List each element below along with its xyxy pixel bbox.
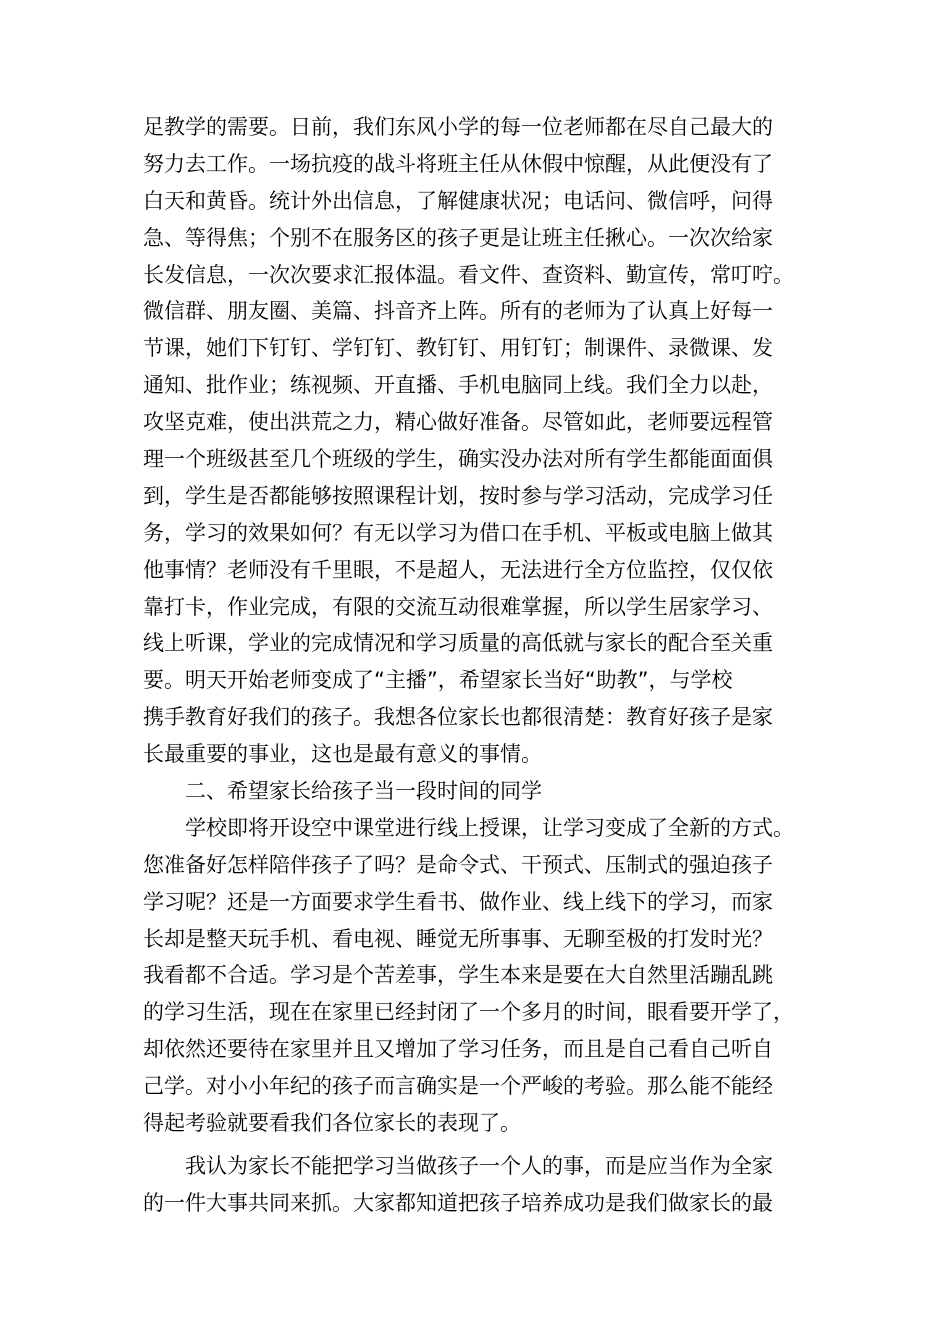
text-line: 您准备好怎样陪伴孩子了吗？是命令式、干预式、压制式的强迫孩子 (143, 852, 773, 877)
text-line: 微信群、朋友圈、美篇、抖音齐上阵。所有的老师为了认真上好每一 (143, 299, 773, 324)
text-line: 长却是整天玩手机、看电视、睡觉无所事事、无聊至极的打发时光？ (143, 926, 773, 951)
text-line: 节课，她们下钉钉、学钉钉、教钉钉、用钉钉；制课件、录微课、发 (143, 336, 773, 361)
paragraph-start-line: 我认为家长不能把学习当做孩子一个人的事，而是应当作为全家 (185, 1153, 773, 1178)
text-line: 理一个班级甚至几个班级的学生，确实没办法对所有学生都能面面俱 (143, 447, 773, 472)
text-line: 携手教育好我们的孩子。我想各位家长也都很清楚：教育好孩子是家 (143, 705, 773, 730)
text-line: 长最重要的事业，这也是最有意义的事情。 (143, 742, 542, 767)
text-line: 长发信息，一次次要求汇报体温。看文件、查资料、勤宣传，常叮咛。 (143, 262, 794, 287)
text-line: 急、等得焦；个别不在服务区的孩子更是让班主任揪心。一次次给家 (143, 225, 773, 250)
paragraph-start-line: 二、希望家长给孩子当一段时间的同学 (185, 779, 542, 804)
paragraph-start-line: 学校即将开设空中课堂进行线上授课，让学习变成了全新的方式。 (185, 815, 794, 840)
text-line: 通知、批作业；练视频、开直播、手机电脑同上线。我们全力以赴， (143, 373, 773, 398)
text-line: 务，学习的效果如何？有无以学习为借口在手机、平板或电脑上做其 (143, 520, 773, 545)
text-line: 努力去工作。一场抗疫的战斗将班主任从休假中惊醒，从此便没有了 (143, 151, 773, 176)
text-line: 足教学的需要。日前，我们东风小学的每一位老师都在尽自己最大的 (143, 115, 773, 139)
text-line: 要。明天开始老师变成了“主播”，希望家长当好“助教”，与学校 (143, 668, 733, 693)
text-line: 到，学生是否都能够按照课程计划，按时参与学习活动，完成学习任 (143, 483, 773, 508)
text-line: 己学。对小小年纪的孩子而言确实是一个严峻的考验。那么能不能经 (143, 1074, 773, 1099)
text-line: 学习呢？还是一方面要求学生看书、做作业、线上线下的学习，而家 (143, 889, 773, 914)
text-line: 得起考验就要看我们各位家长的表现了。 (143, 1111, 521, 1136)
text-line: 我看都不合适。学习是个苦差事，学生本来是要在大自然里活蹦乱跳 (143, 963, 773, 988)
text-line: 白天和黄昏。统计外出信息，了解健康状况；电话问、微信呼，问得 (143, 188, 773, 213)
text-line: 的一件大事共同来抓。大家都知道把孩子培养成功是我们做家长的最 (143, 1190, 773, 1215)
text-line: 却依然还要待在家里并且又增加了学习任务，而且是自己看自己听自 (143, 1037, 773, 1062)
text-line: 靠打卡，作业完成，有限的交流互动很难掌握，所以学生居家学习、 (143, 594, 773, 619)
text-line: 的学习生活，现在在家里已经封闭了一个多月的时间，眼看要开学了， (143, 1000, 794, 1025)
document-text-body (143, 109, 813, 1222)
text-line: 攻坚克难，使出洪荒之力，精心做好准备。尽管如此，老师要远程管 (143, 410, 773, 435)
text-line: 他事情？老师没有千里眼，不是超人，无法进行全方位监控，仅仅依 (143, 557, 773, 582)
text-line: 线上听课，学业的完成情况和学习质量的高低就与家长的配合至关重 (143, 631, 773, 656)
